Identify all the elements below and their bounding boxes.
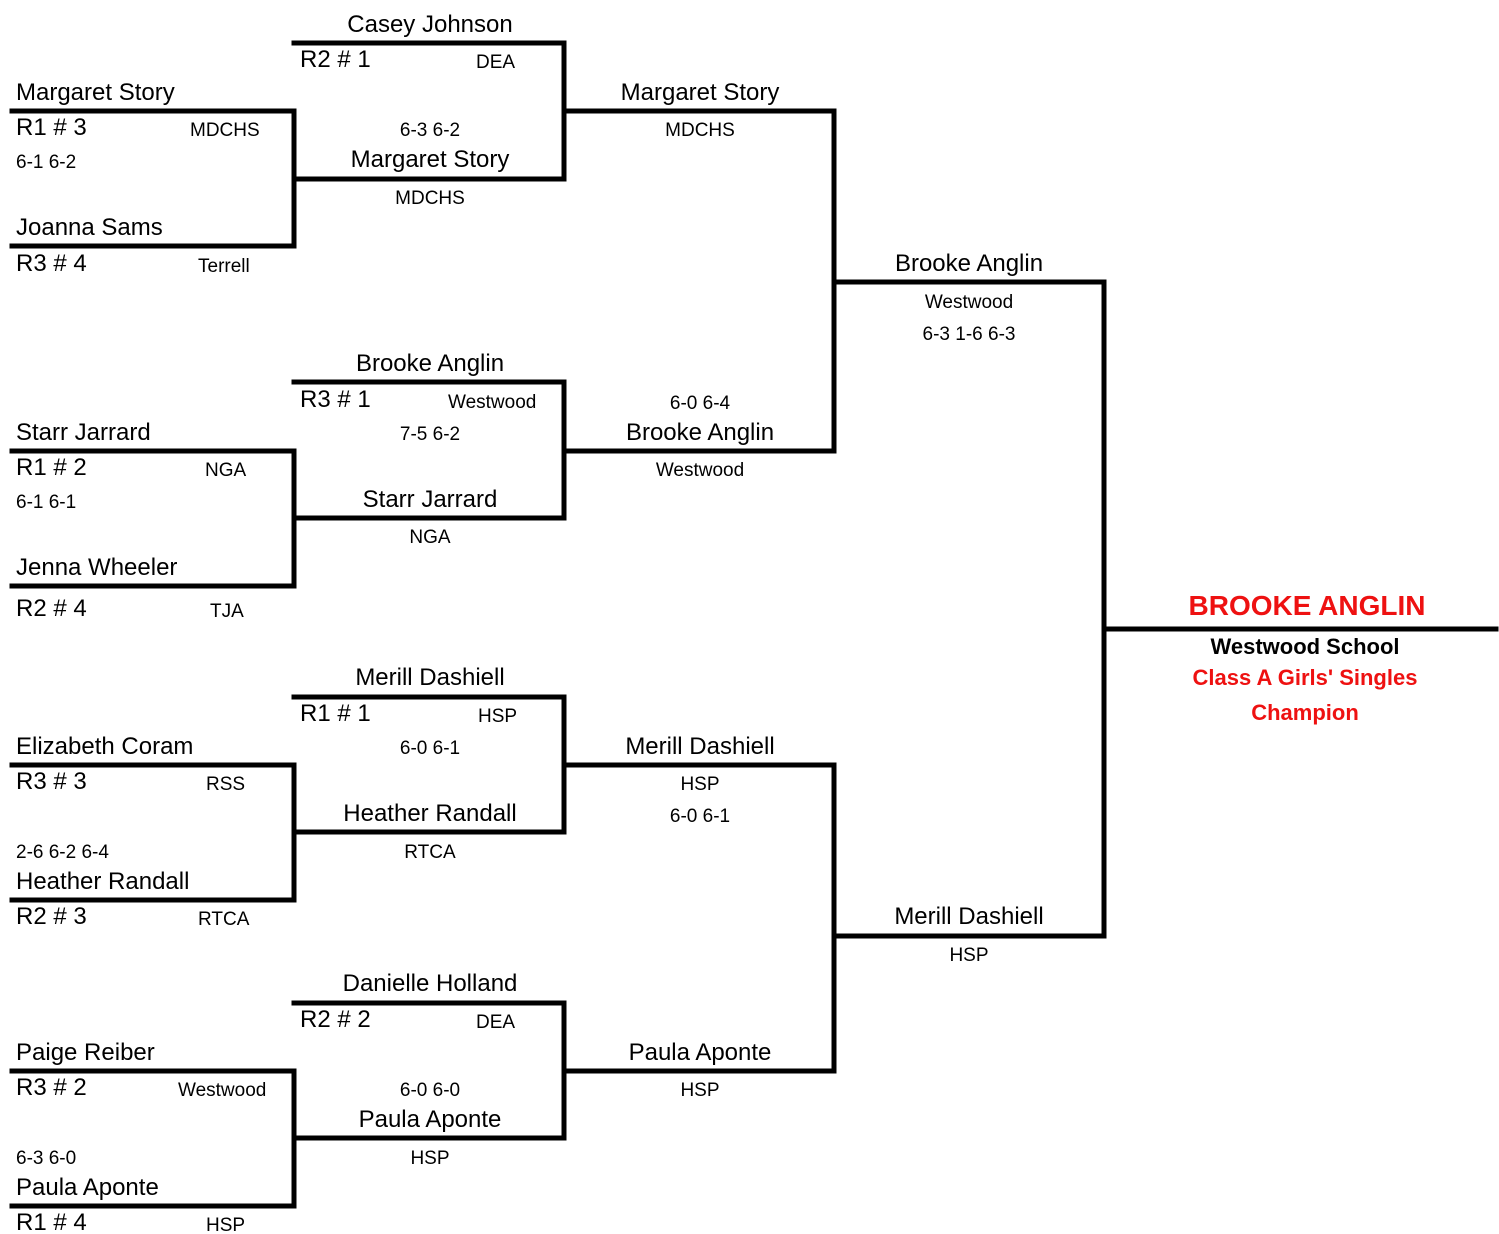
r2-player-seed: R1 # 1 <box>300 700 371 727</box>
r1-player-name: Margaret Story <box>16 79 175 106</box>
r1-player-name: Joanna Sams <box>16 214 163 241</box>
r1-player-name: Jenna Wheeler <box>16 554 178 581</box>
r1-player-seed: R1 # 2 <box>16 454 87 481</box>
r2-player-name: Danielle Holland <box>342 970 518 997</box>
r1-player-name: Paula Aponte <box>16 1174 159 1201</box>
r2-match-score: 6-0 6-0 <box>399 1080 461 1101</box>
r1-player-school: TJA <box>210 601 244 622</box>
r2-player-school: DEA <box>476 1012 516 1033</box>
r2-match-score: 6-0 6-1 <box>399 738 461 759</box>
r1-player-school: Westwood <box>178 1080 267 1101</box>
r1-player-school: RSS <box>206 774 246 795</box>
r1-player-name: Paige Reiber <box>16 1039 155 1066</box>
champion-title-line1: Class A Girls' Singles <box>1192 665 1418 690</box>
r1-player-school: RTCA <box>198 909 250 930</box>
champion-title-line2: Champion <box>1251 700 1359 725</box>
r1-player-seed: R1 # 4 <box>16 1209 87 1234</box>
r2-player-school: DEA <box>476 52 516 73</box>
r1-player-name: Starr Jarrard <box>16 419 151 446</box>
r2-player-name: Starr Jarrard <box>362 486 498 513</box>
r1-player-school: Terrell <box>198 256 250 277</box>
r4-player-name: Brooke Anglin <box>894 250 1044 277</box>
r1-player-seed: R2 # 3 <box>16 903 87 930</box>
r3-player-school: Westwood <box>655 460 745 481</box>
r1-player-school: NGA <box>205 460 247 481</box>
r1-match-score: 6-3 6-0 <box>16 1148 77 1169</box>
r2-player-seed: R3 # 1 <box>300 386 371 413</box>
r3-player-school: HSP <box>680 1080 720 1101</box>
r2-player-school: Westwood <box>448 392 537 413</box>
r1-match-score: 6-1 6-1 <box>16 492 77 513</box>
r2-match-score: 6-3 6-2 <box>399 120 461 141</box>
r3-player-name: Brooke Anglin <box>625 419 775 446</box>
r2-player-seed: R2 # 1 <box>300 46 371 73</box>
r1-player-school: MDCHS <box>190 120 260 141</box>
r1-player-seed: R3 # 4 <box>16 250 87 277</box>
r2-player-name: Margaret Story <box>350 146 510 173</box>
r4-player-school: Westwood <box>924 292 1014 313</box>
r2-player-school: HSP <box>410 1148 450 1169</box>
r1-player-seed: R1 # 3 <box>16 114 87 141</box>
r2-player-school: RTCA <box>404 842 456 863</box>
r4-player-name: Merill Dashiell <box>894 903 1044 930</box>
r1-player-name: Heather Randall <box>16 868 190 895</box>
r2-player-school: MDCHS <box>395 188 465 209</box>
r1-player-seed: R3 # 3 <box>16 768 87 795</box>
r2-player-school: HSP <box>478 706 518 727</box>
r2-player-school: NGA <box>409 527 451 548</box>
r2-player-name: Merill Dashiell <box>355 664 505 691</box>
r3-player-name: Paula Aponte <box>628 1039 772 1066</box>
r4-match-score: 6-3 1-6 6-3 <box>922 324 1016 345</box>
r3-player-name: Merill Dashiell <box>625 733 775 760</box>
r1-player-seed: R2 # 4 <box>16 595 87 622</box>
r1-player-school: HSP <box>206 1215 246 1234</box>
champion-name: BROOKE ANGLIN <box>1188 590 1426 621</box>
r2-player-name: Heather Randall <box>343 800 517 827</box>
r2-player-name: Casey Johnson <box>347 11 513 38</box>
r2-player-name: Brooke Anglin <box>355 350 505 377</box>
bracket-line-final <box>834 282 1104 936</box>
r1-match-score: 2-6 6-2 6-4 <box>16 842 109 863</box>
r3-match-score: 6-0 6-1 <box>669 806 731 827</box>
r2-player-name: Paula Aponte <box>358 1106 502 1133</box>
r3-player-school: HSP <box>680 774 720 795</box>
r3-match-score: 6-0 6-4 <box>669 393 731 414</box>
r3-player-name: Margaret Story <box>620 79 780 106</box>
r3-player-school: MDCHS <box>665 120 735 141</box>
r1-match-score: 6-1 6-2 <box>16 152 77 173</box>
r1-player-name: Elizabeth Coram <box>16 733 194 760</box>
r4-player-school: HSP <box>949 945 989 966</box>
r2-player-seed: R2 # 2 <box>300 1006 371 1033</box>
champion-school: Westwood School <box>1210 634 1400 659</box>
r2-match-score: 7-5 6-2 <box>399 424 461 445</box>
r1-player-seed: R3 # 2 <box>16 1074 87 1101</box>
